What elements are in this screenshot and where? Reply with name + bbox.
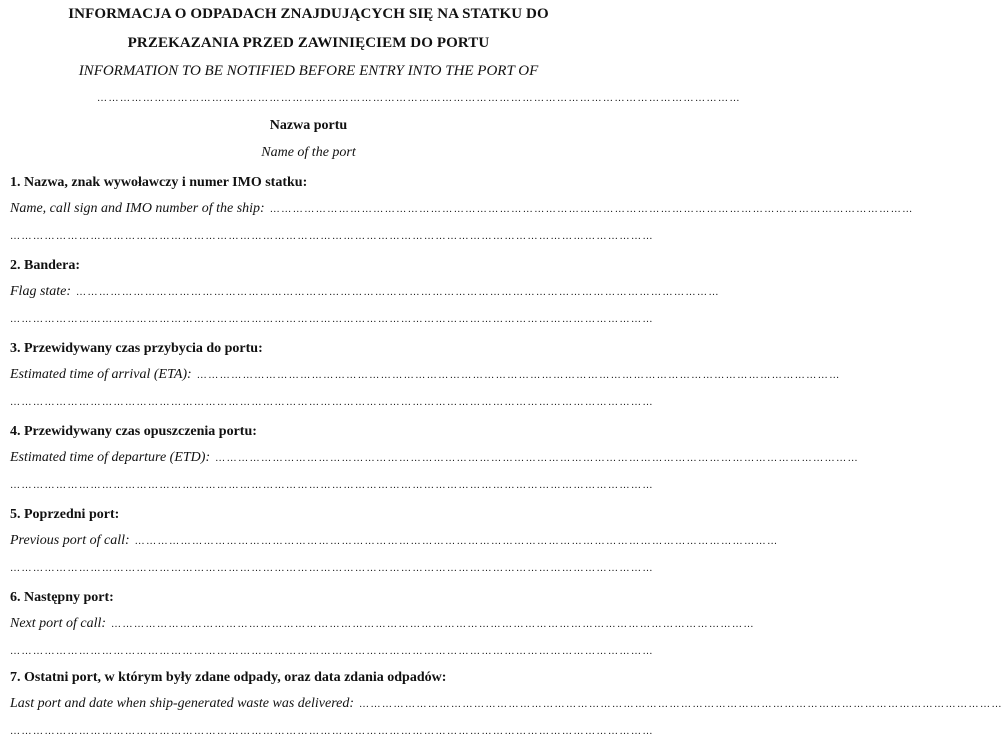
- answer-fill-line[interactable]: ……………………………………………………………………………………………………………………………………………………: [359, 699, 1003, 710]
- section-etd: [10, 424, 860, 504]
- section-subtitle: Previous port of call:: [10, 533, 130, 548]
- answer-fill-line-continued[interactable]: ……………………………………………………………………………………………………………………………………………………: [10, 314, 654, 325]
- section-title: 4. Przewidywany czas opuszczenia portu:: [10, 424, 257, 439]
- answer-fill-line[interactable]: ……………………………………………………………………………………………………………………………………………………: [269, 204, 914, 215]
- answer-fill-line[interactable]: ……………………………………………………………………………………………………………………………………………………: [196, 370, 841, 381]
- answer-fill-line-continued[interactable]: ……………………………………………………………………………………………………………………………………………………: [10, 397, 654, 408]
- answer-fill-line-continued[interactable]: ……………………………………………………………………………………………………………………………………………………: [10, 563, 654, 574]
- port-name-fill-line[interactable]: ……………………………………………………………………………………………………………………………………………………: [97, 93, 741, 104]
- answer-fill-line-continued[interactable]: ……………………………………………………………………………………………………………………………………………………: [10, 646, 654, 657]
- answer-fill-line[interactable]: ……………………………………………………………………………………………………………………………………………………: [111, 619, 756, 630]
- section-subtitle: Estimated time of arrival (ETA):: [10, 367, 192, 382]
- answer-fill-line-continued[interactable]: ……………………………………………………………………………………………………………………………………………………: [10, 231, 654, 242]
- section-title: 7. Ostatni port, w którym były zdane odpady, oraz data zdania odpadów:: [10, 670, 447, 685]
- form-subtitle: INFORMATION TO BE NOTIFIED BEFORE ENTRY INTO THE PORT OF: [78, 63, 539, 79]
- form-title-line-1: INFORMACJA O ODPADACH ZNAJDUJĄCYCH SIĘ NA STATKU DO: [68, 6, 549, 22]
- section-subtitle: Flag state:: [10, 284, 72, 299]
- section-title: 3. Przewidywany czas przybycia do portu:: [10, 341, 263, 356]
- section-next-port: [10, 590, 756, 670]
- port-name-label: Nazwa portu: [269, 118, 348, 133]
- port-name-label-en: Name of the port: [261, 145, 356, 160]
- section-subtitle: Next port of call:: [10, 616, 107, 631]
- form-title-line-2: PRZEKAZANIA PRZED ZAWINIĘCIEM DO PORTU: [127, 35, 490, 51]
- answer-fill-line-continued[interactable]: ……………………………………………………………………………………………………………………………………………………: [10, 726, 654, 737]
- answer-fill-line[interactable]: ……………………………………………………………………………………………………………………………………………………: [215, 453, 860, 464]
- section-subtitle: Estimated time of departure (ETD):: [10, 450, 211, 465]
- section-title: 1. Nazwa, znak wywoławczy i numer IMO statku:: [10, 175, 308, 190]
- section-title: 2. Bandera:: [10, 258, 80, 273]
- section-flag-state: [10, 258, 721, 338]
- answer-fill-line[interactable]: ……………………………………………………………………………………………………………………………………………………: [134, 536, 779, 547]
- section-previous-port: [10, 507, 779, 587]
- section-eta: [10, 341, 841, 421]
- answer-fill-line[interactable]: ……………………………………………………………………………………………………………………………………………………: [76, 287, 721, 298]
- section-ship-identity: [10, 175, 914, 255]
- section-title: 5. Poprzedni port:: [10, 507, 120, 522]
- answer-fill-line-continued[interactable]: ……………………………………………………………………………………………………………………………………………………: [10, 480, 654, 491]
- section-last-waste-delivery: [10, 670, 1003, 750]
- section-title: 6. Następny port:: [10, 590, 114, 605]
- section-subtitle: Name, call sign and IMO number of the ship:: [10, 201, 265, 216]
- section-subtitle: Last port and date when ship-generated waste was delivered:: [10, 696, 354, 711]
